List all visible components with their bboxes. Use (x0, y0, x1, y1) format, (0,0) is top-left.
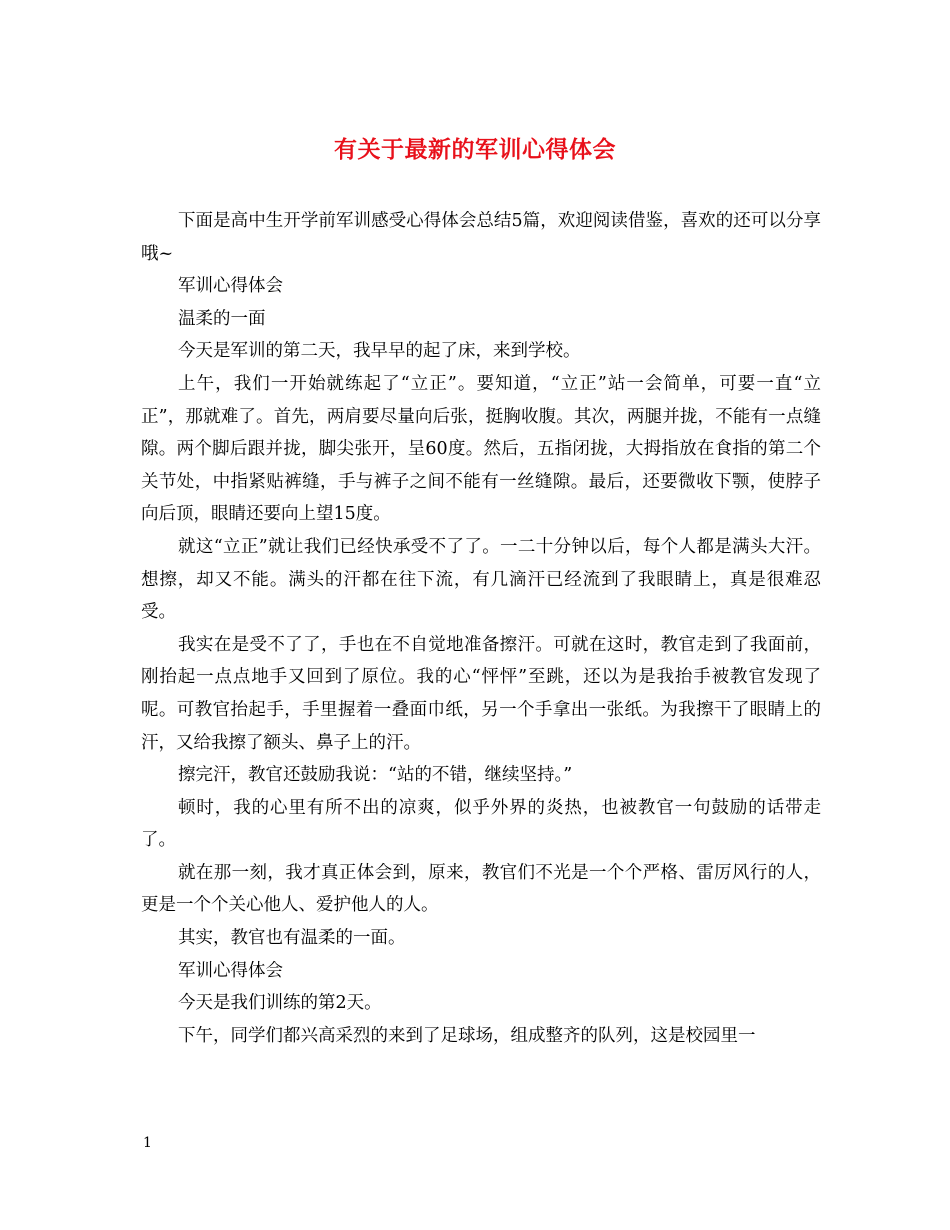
paragraph: 就这“立正”就让我们已经快承受不了了。一二十分钟以后，每个人都是满头大汗。想擦，却又不能。满头的汗都在往下流，有几滴汗已经流到了我眼睛上，真是很难忍受。 (141, 536, 821, 623)
paragraph: 今天是军训的第二天，我早早的起了床，来到学校。 (178, 341, 581, 362)
paragraph: 擦完汗，教官还鼓励我说：“站的不错，继续坚持。” (178, 765, 573, 786)
section-heading: 军训心得体会 (178, 960, 283, 981)
paragraph: 我实在是受不了了，手也在不自觉地准备擦汗。可就在这时，教官走到了我面前，刚抬起一点点地手又回到了原位。我的心“怦怦”至跳，还以为是我抬手被教官发现了呢。可教官抬起手，手里握着一叠面巾纸，另一个手拿出一张纸。为我擦干了眼睛上的汗，又给我擦了额头、鼻子上的汗。 (141, 634, 821, 753)
paragraph: 上午，我们一开始就练起了“立正”。要知道，“立正”站一会简单，可要一直“立正”，那就难了。首先，两肩要尽量向后张，挺胸收腹。其次，两腿并拢，不能有一点缝隙。两个脚后跟并拢，脚尖张开，呈60度。然后，五指闭拢，大拇指放在食指的第二个关节处，中指紧贴裤缝，手与裤子之间不能有一丝缝隙。最后，还要微收下颚，使脖子向后顶，眼睛还要向上望15度。 (141, 373, 821, 525)
document-title: 有关于最新的军训心得体会 (334, 137, 616, 163)
paragraph: 下午，同学们都兴高采烈的来到了足球场，组成整齐的队列，这是校园里一 (178, 1025, 756, 1046)
paragraph: 顿时，我的心里有所不出的凉爽，似乎外界的炎热，也被教官一句鼓励的话带走了。 (141, 797, 821, 851)
paragraph: 今天是我们训练的第2天。 (178, 993, 382, 1014)
paragraph: 下面是高中生开学前军训感受心得体会总结5篇，欢迎阅读借鉴，喜欢的还可以分享哦~ (141, 211, 821, 264)
section-subheading: 温柔的一面 (178, 308, 266, 329)
paragraph: 其实，教官也有温柔的一面。 (178, 928, 406, 949)
page-number: 1 (143, 1135, 152, 1151)
paragraph: 就在那一刻，我才真正体会到，原来，教官们不光是一个个严格、雷厉风行的人，更是一个个关心他人、爱护他人的人。 (141, 862, 821, 916)
document-body (141, 205, 821, 1052)
section-heading: 军训心得体会 (178, 276, 283, 297)
